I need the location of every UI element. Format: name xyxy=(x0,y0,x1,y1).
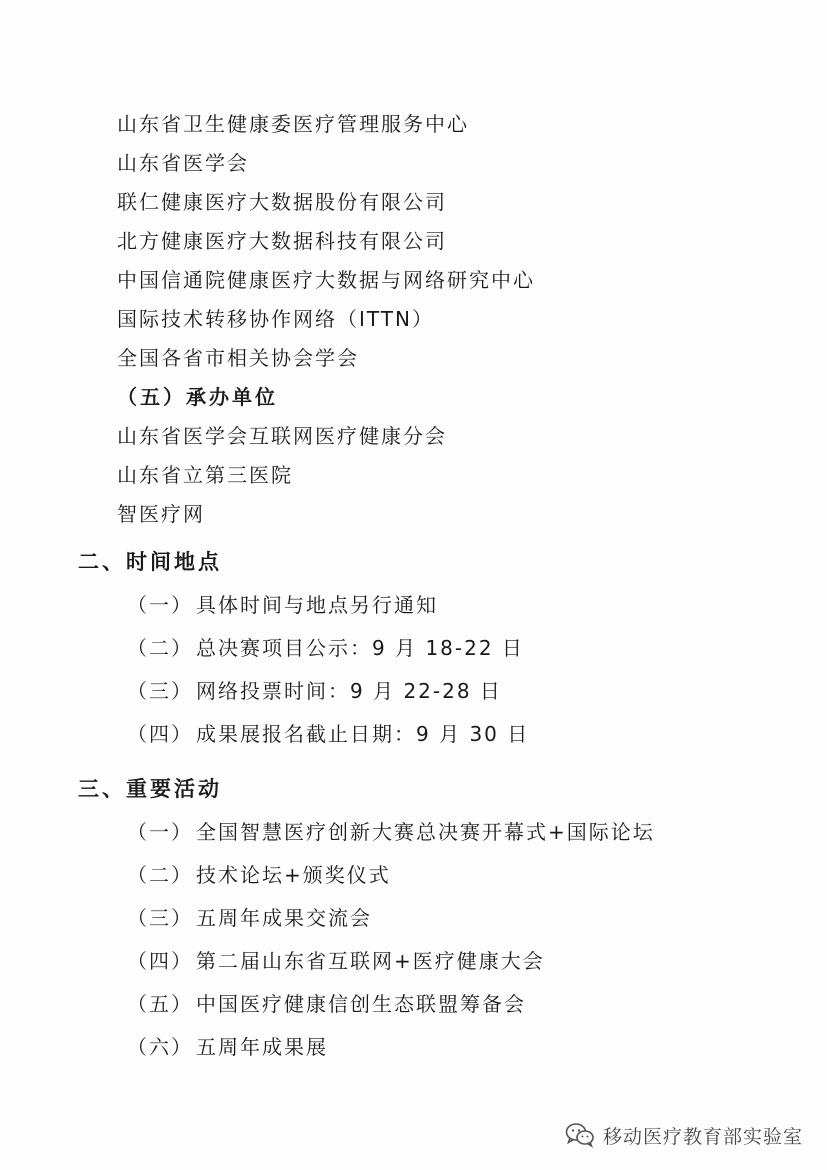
account-watermark xyxy=(565,1120,803,1150)
item-number: （五） xyxy=(127,992,193,1016)
item-number: （一） xyxy=(127,593,193,617)
item-number: （三） xyxy=(127,679,193,703)
undertaking-item: 智医疗网 xyxy=(117,502,205,526)
item-text: 具体时间与地点另行通知 xyxy=(196,593,438,617)
item-text: 技术论坛+颁奖仪式 xyxy=(196,863,391,887)
item-text: 成果展报名截止日期：9 月 30 日 xyxy=(196,722,530,746)
organizer-item: 山东省医学会 xyxy=(117,151,249,175)
item-text: 中国医疗健康信创生态联盟筹备会 xyxy=(196,992,526,1016)
item-number: （六） xyxy=(127,1035,193,1059)
undertaking-item: 山东省医学会互联网医疗健康分会 xyxy=(117,424,447,448)
organizer-item: 联仁健康医疗大数据股份有限公司 xyxy=(117,190,447,214)
item-text: 网络投票时间：9 月 22-28 日 xyxy=(196,679,502,703)
undertaking-heading: （五）承办单位 xyxy=(117,385,278,409)
item-text: 第二届山东省互联网+医疗健康大会 xyxy=(196,949,545,973)
item-number: （二） xyxy=(127,636,193,660)
item-number: （四） xyxy=(127,722,193,746)
organizer-item: 全国各省市相关协会学会 xyxy=(117,346,359,370)
time-place-heading: 二、时间地点 xyxy=(78,550,222,574)
item-text: 总决赛项目公示：9 月 18-22 日 xyxy=(196,636,524,660)
organizer-item: 国际技术转移协作网络（ITTN） xyxy=(117,307,434,331)
item-text: 全国智慧医疗创新大赛总决赛开幕式+国际论坛 xyxy=(196,820,655,844)
organizer-item: 中国信通院健康医疗大数据与网络研究中心 xyxy=(117,268,535,292)
item-text: 五周年成果交流会 xyxy=(196,906,372,930)
item-text: 五周年成果展 xyxy=(196,1035,328,1059)
item-number: （一） xyxy=(127,820,193,844)
item-number: （三） xyxy=(127,906,193,930)
item-number: （二） xyxy=(127,863,193,887)
watermark-text: 移动医疗教育部实验室 xyxy=(602,1125,803,1148)
wechat-icon xyxy=(565,1122,595,1148)
organizer-item: 北方健康医疗大数据科技有限公司 xyxy=(117,229,447,253)
activities-heading: 三、重要活动 xyxy=(78,777,222,801)
organizer-item: 山东省卫生健康委医疗管理服务中心 xyxy=(117,112,469,136)
item-number: （四） xyxy=(127,949,193,973)
undertaking-item: 山东省立第三医院 xyxy=(117,463,293,487)
